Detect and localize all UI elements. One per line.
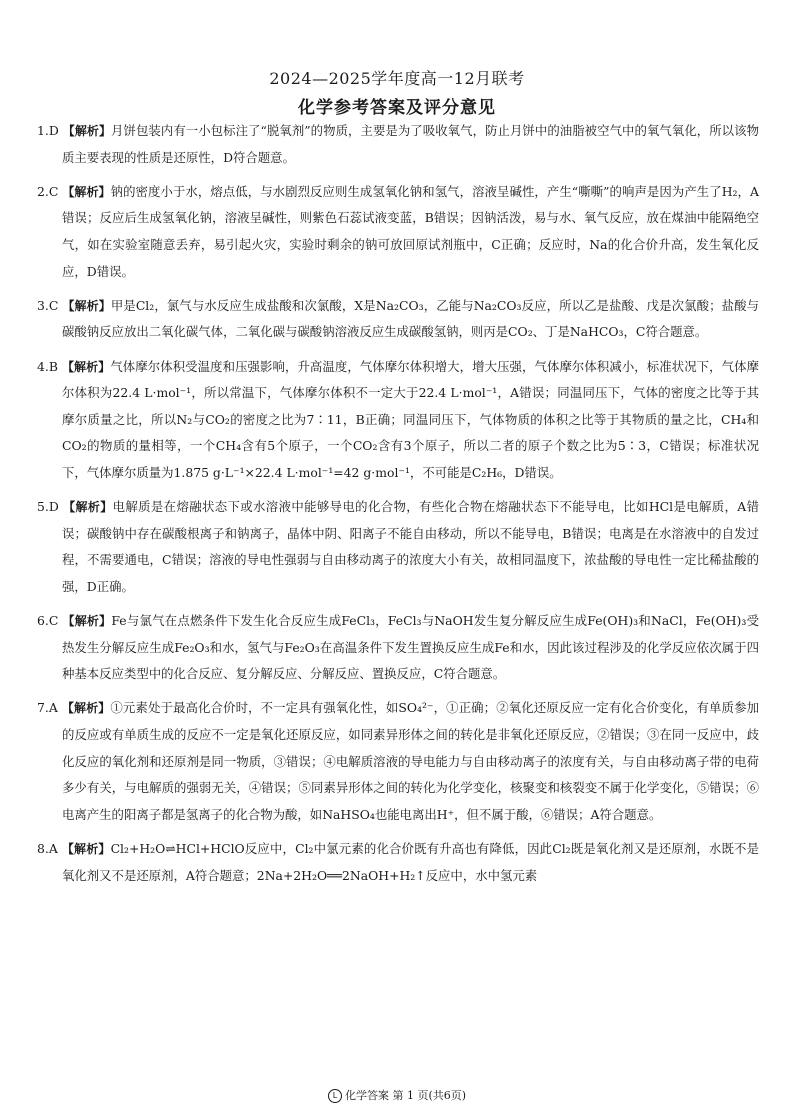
analysis-tag: 【解析】 [62, 124, 112, 138]
answer-number: 6.C [37, 613, 59, 629]
page-title: 2024—2025学年度高一12月联考 [269, 69, 525, 88]
analysis-tag: 【解析】 [61, 701, 111, 716]
answer-number: 8.A [37, 841, 58, 856]
page-footer [0, 1087, 794, 1103]
answer-item-2 [37, 179, 759, 285]
answer-text: 气体摩尔体积受温度和压强影响，升高温度，气体摩尔体积增大，增大压强，气体摩尔体积减小，标准状况下，气体摩尔体积为22.4 L·mol⁻¹，所以常温下，气体摩尔体积不一定大于22.4 L·mol⁻¹，A错误；同温同压下，气体的密度之比等于其摩尔质量之比，所以N₂与CO₂的密度之比为7∶11，B正确；同温同压下，气体物质的体积之比等于其物质的量之比，CH₄和CO₂的物质的量相等，一个CH₄含有5个原子，一个CO₂含有3个原子，所以二者的原子个数之比为5∶3，C错误；标准状况下，气体摩尔质量为1.875 g·L⁻¹×22.4 L·mol⁻¹=42 g·mol⁻¹，不可能是C₂H₆，D错误。 [62, 358, 759, 480]
answer-item-5 [37, 494, 759, 600]
analysis-tag: 【解析】 [61, 842, 111, 856]
answer-number: 4.B [37, 358, 58, 374]
answer-item-6 [37, 608, 759, 688]
answer-text: Cl₂+H₂O⇌HCl+HClO反应中，Cl₂中氯元素的化合价既有升高也有降低，因此Cl₂既是氧化剂又是还原剂，水既不是氧化剂又不是还原剂，A符合题意；2Na+2H₂O══2NaOH+H₂↑反应中，水中氢元素 [62, 841, 759, 883]
circled-letter-logo: L [328, 1089, 342, 1103]
answers-list [37, 118, 759, 889]
answer-text: ①元素处于最高化合价时，不一定具有强氧化性，如SO₄²⁻，①正确；②氧化还原反应一定有化合价变化，有单质参加的反应或有单质生成的反应不一定是氧化还原反应，如同素异形体之间的转化是非氧化还原反应，②错误；③在同一反应中，歧化反应的氧化剂和还原剂是同一物质，③错误；④电解质溶液的导电能力与自由移动离子的浓度有关，与自由移动离子带的电荷多少有关，与电解质的强弱无关，④错误；⑤同素异形体之间的转化为化学变化，核聚变和核裂变不属于化学变化，⑤错误；⑥电离产生的阳离子都是氢离子的化合物为酸，如NaHSO₄也能电离出H⁺，但不属于酸，⑥错误；A符合题意。 [62, 700, 759, 822]
answer-text: 钠的密度小于水，熔点低，与水剧烈反应则生成氢氧化钠和氢气，溶液呈碱性，产生“嘶嘶”的响声是因为产生了H₂，A错误；反应后生成氢氧化钠，溶液呈碱性，则紫色石蕊试液变蓝，B错误；因钠活泼，易与水、氧气反应，放在煤油中能隔绝空气，如在实验室随意丢弃，易引起火灾，实验时剩余的钠可放回原试剂瓶中，C正确；反应时，Na的化合价升高，发生氧化反应，D错误。 [62, 183, 759, 279]
analysis-tag: 【解析】 [62, 298, 111, 313]
analysis-tag: 【解析】 [61, 359, 111, 374]
answer-number: 1.D [37, 123, 59, 138]
answer-text: 甲是Cl₂，氯气与水反应生成盐酸和次氯酸，X是Na₂CO₃，乙能与Na₂CO₃反应，所以乙是盐酸、戊是次氯酸；盐酸与碳酸钠反应放出二氧化碳气体，二氧化碳与碳酸钠溶液反应生成碳酸氢钠，则丙是CO₂、丁是NaHCO₃，C符合题意。 [62, 297, 759, 340]
answer-text: 月饼包装内有一小包标注了“脱氧剂”的物质，主要是为了吸收氧气，防止月饼中的油脂被空气中的氧气氧化，所以该物质主要表现的性质是还原性，D符合题意。 [62, 123, 759, 165]
page-subtitle: 化学参考答案及评分意见 [298, 98, 496, 118]
answer-text: 电解质是在熔融状态下或水溶液中能够导电的化合物，有些化合物在熔融状态下不能导电，比如HCl是电解质，A错误；碳酸钠中存在碳酸根离子和钠离子，晶体中阴、阳离子不能自由移动，所以不能导电，B错误；电离是在水溶液中的自发过程，不需要通电，C错误；溶液的导电性强弱与自由移动离子的浓度大小有关，故相同温度下，浓盐酸的导电性一定比稀盐酸的强，D正确。 [62, 499, 759, 594]
answer-number: 3.C [37, 297, 59, 313]
answer-item-8 [37, 836, 759, 889]
answer-item-1 [37, 118, 759, 171]
analysis-tag: 【解析】 [62, 614, 112, 629]
analysis-tag: 【解析】 [62, 184, 111, 199]
answer-item-7 [37, 695, 759, 828]
answer-number: 2.C [37, 183, 59, 199]
answer-item-3 [37, 293, 759, 346]
answer-text: Fe与氯气在点燃条件下发生化合反应生成FeCl₃，FeCl₃与NaOH发生复分解反应生成Fe(OH)₃和NaCl，Fe(OH)₃受热发生分解反应生成Fe₂O₃和水，氢气与Fe₂O₃在高温条件下发生置换反应生成Fe和水，因此该过程涉及的化学反应依次属于四种基本反应类型中的化合反应、复分解反应、分解反应、置换反应，C符合题意。 [62, 613, 759, 682]
answer-number: 7.A [37, 700, 58, 716]
answer-number: 5.D [37, 499, 59, 515]
answer-item-4 [37, 354, 759, 487]
page-number-text: 化学答案 第 1 页(共6页) [344, 1089, 467, 1102]
analysis-tag: 【解析】 [63, 500, 113, 515]
